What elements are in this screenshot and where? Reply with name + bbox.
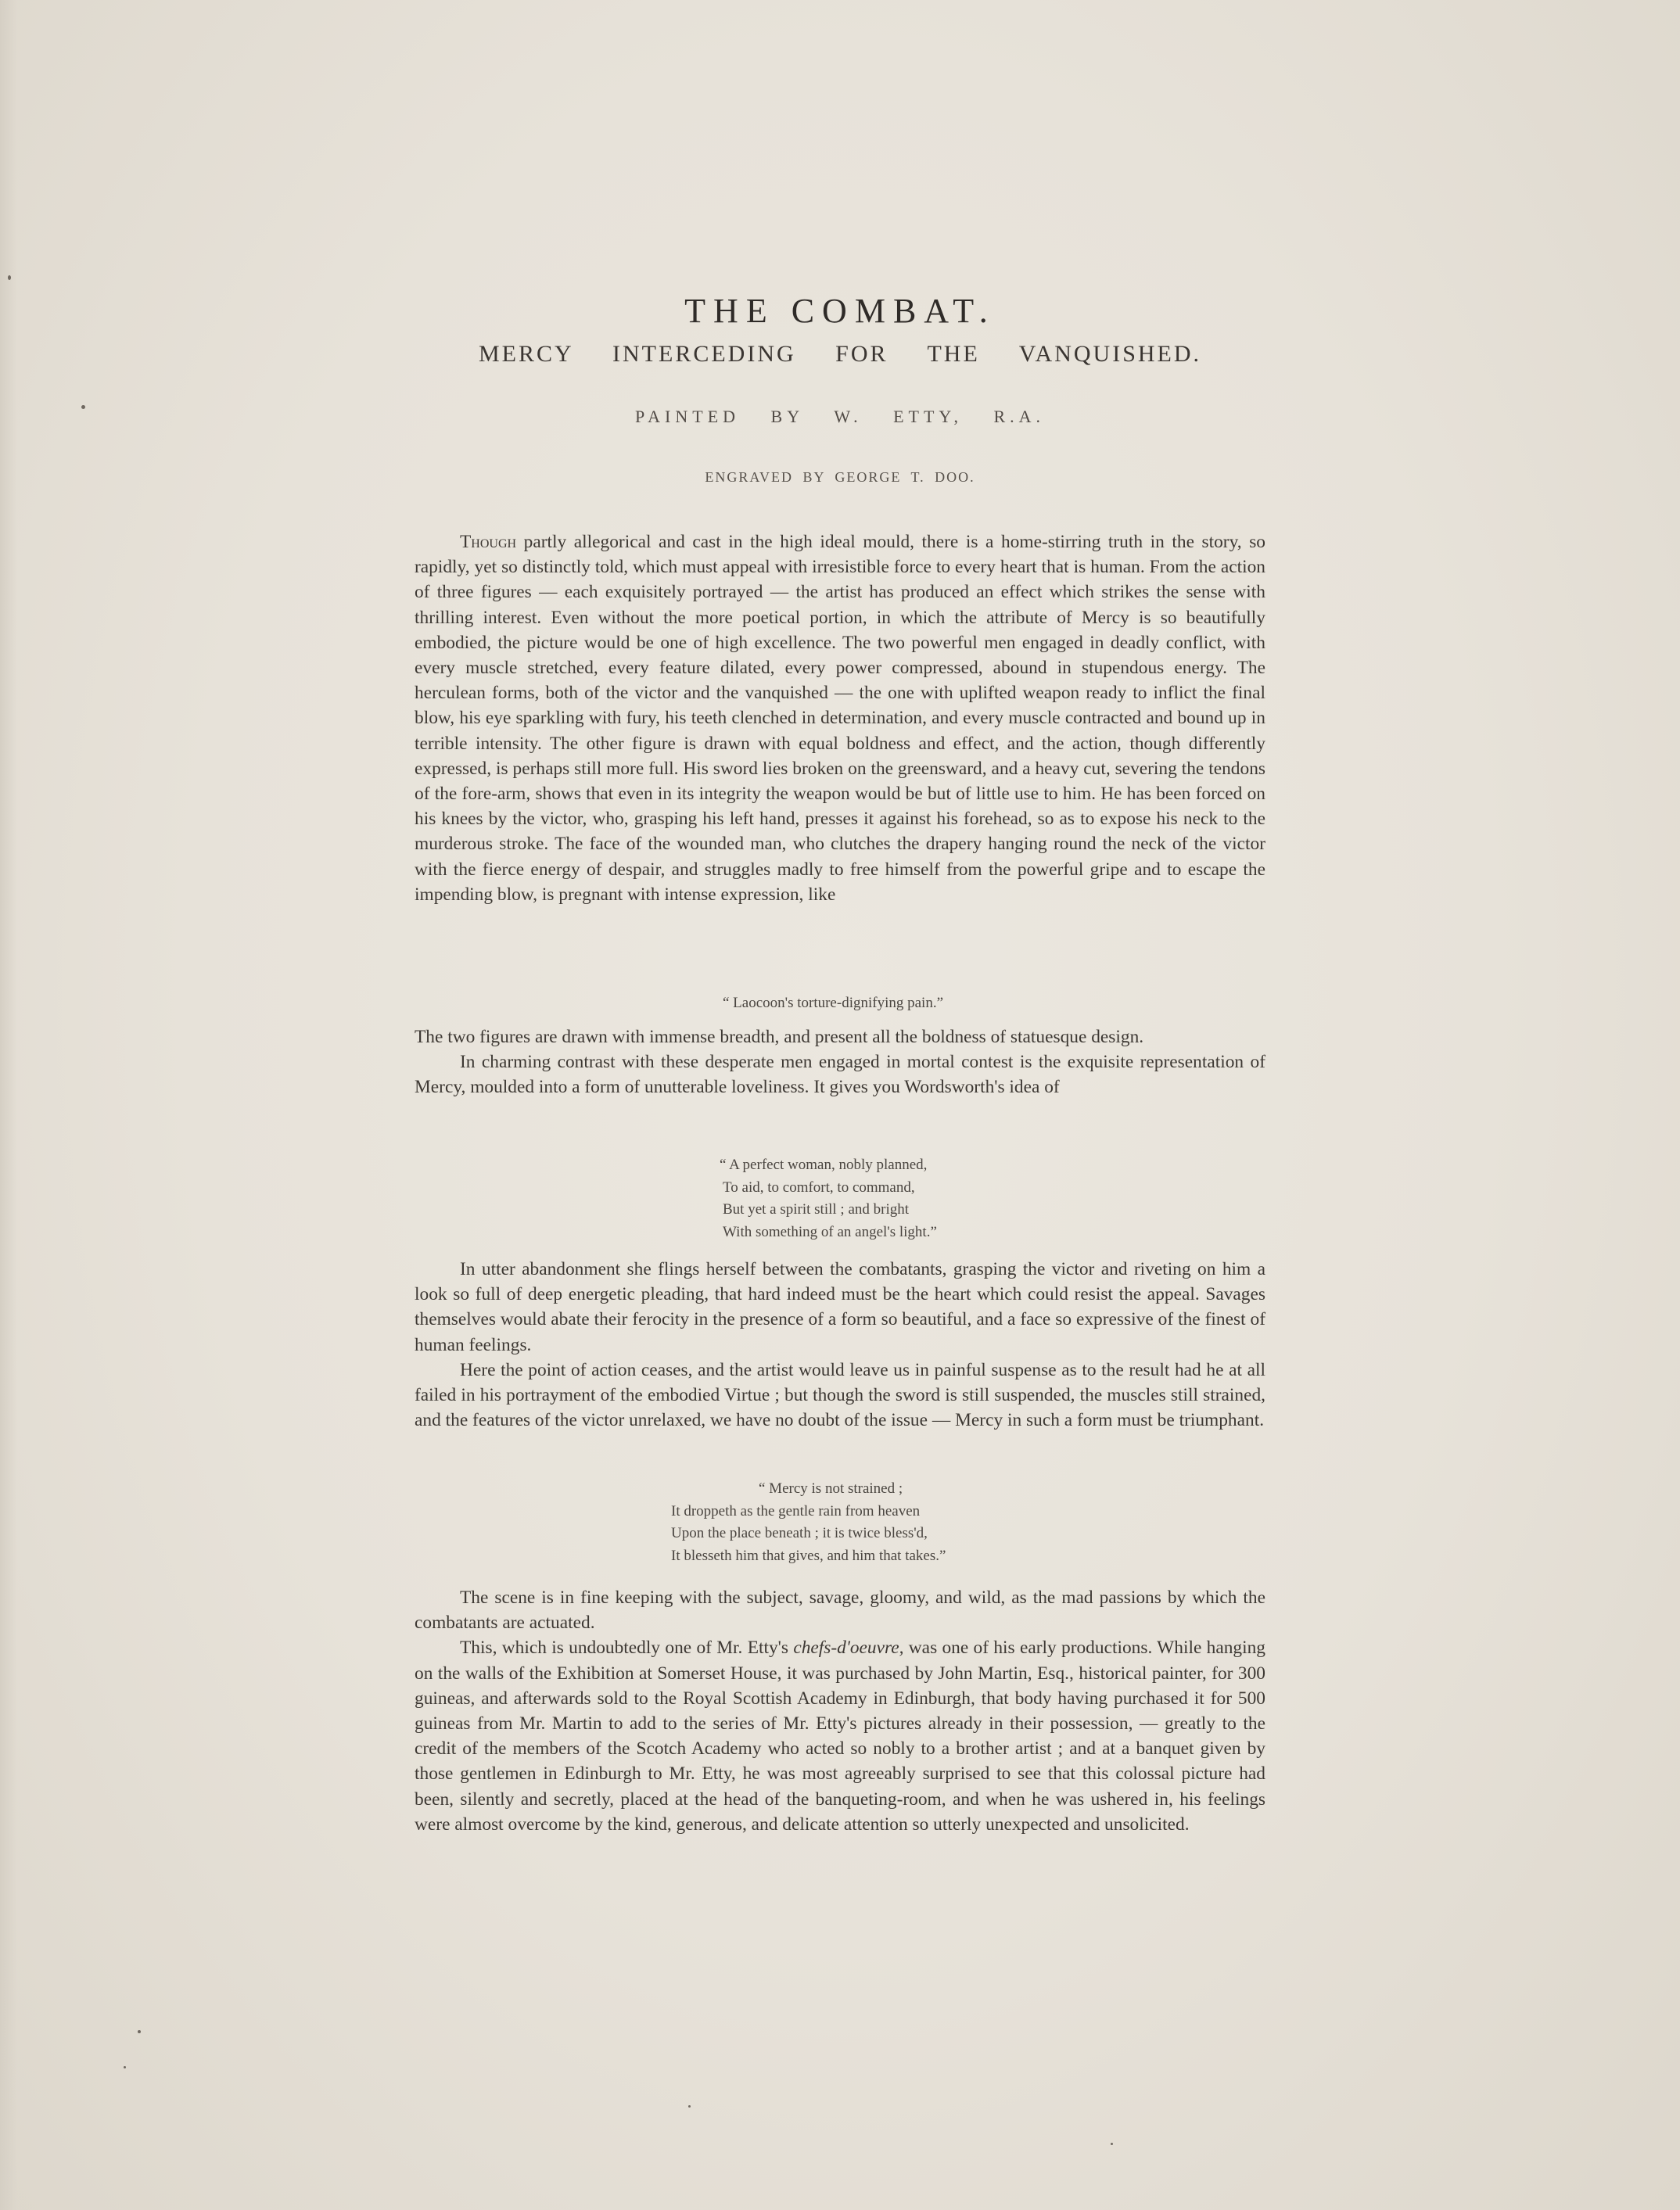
foxing-speck xyxy=(688,2105,691,2108)
foxing-speck xyxy=(124,2066,126,2068)
quote-wordsworth xyxy=(720,1154,937,1243)
verse-line: To aid, to comfort, to command, xyxy=(723,1179,915,1196)
verse-line: But yet a spirit still ; and bright xyxy=(723,1201,910,1218)
body-section-2 xyxy=(415,1024,1265,1100)
paragraph xyxy=(415,529,1265,907)
paragraph: In charming contrast with these desperate men engaged in mortal contest is the exquisite representation of Mercy, moulded into a form of unutterable loveliness. It gives you Wordsworth's idea of xyxy=(415,1052,1265,1098)
foxing-speck xyxy=(8,275,11,280)
page-subtitle: MERCY INTERCEDING FOR THE VANQUISHED. xyxy=(478,341,1202,367)
foxing-speck xyxy=(138,2030,141,2033)
verse-line: It blesseth him that gives, and him that takes.” xyxy=(671,1547,946,1564)
paragraph: The two figures are drawn with immense breadth, and present all the boldness of statuesque design. xyxy=(415,1027,1144,1047)
paragraph-text: was one of his early productions. While hanging on the walls of the Exhibition at Somerset House, it was purchased by John Martin, Esq., historical painter, for 300 guineas, and afterwards sold to the Royal Scottish Academy in Edinburgh, that body having purchased it for 500 guineas from Mr. Martin to add to the series of Mr. Etty's pictures already in their possession, — greatly to the credit of the members of the Scotch Academy who acted so nobly to a brother artist ; and at a banquet given by those gentlemen in Edinburgh to Mr. Etty, he was most agreeably surprised to see that this colossal picture had been, silently and secretly, placed at the head of the banqueting-room, and when he was ushered in, his feelings were almost overcome by the kind, generous, and delicate attention so utterly unexpected and unsolicited. xyxy=(415,1638,1265,1835)
engraver-credit: ENGRAVED BY GEORGE T. DOO. xyxy=(705,469,975,485)
verse-line: It droppeth as the gentle rain from heaven xyxy=(671,1502,921,1519)
verse-line: “ A perfect woman, nobly planned, xyxy=(720,1157,928,1173)
italic-phrase: chefs-d'oeuvre, xyxy=(793,1638,904,1659)
body-section-1 xyxy=(415,529,1265,907)
verse-line: “ Mercy is not strained ; xyxy=(759,1480,903,1497)
paragraph-text: partly allegorical and cast in the high ideal mould, there is a home-stirring truth in the story, so rapidly, yet so distinctly told, which must appeal with irresistible force to every heart that is human. From the action of three figures — each exquisitely portrayed — the artist has produced an effect which strikes the sense with thrilling interest. Even without the more poetical portion, in which the attribute of Mercy is so beautifully embodied, the picture would be one of high excellence. The two powerful men engaged in deadly conflict, with every muscle stretched, every feature dilated, every power compressed, abound in stupendous energy. The herculean forms, both of the victor and the vanquished — the one with uplifted weapon ready to inflict the final blow, his eye sparkling with fury, his teeth clenched in determination, and every muscle contracted and bound up in terrible intensity. The other figure is drawn with equal boldness and effect, and the action, though differently expressed, is perhaps still more full. His sword lies broken on the greensward, and a heavy cut, severing the tendons of the fore-arm, shows that even in its integrity the weapon would be but of little use to him. He has been forced on his knees by the victor, who, grasping his left hand, presses it against his forehead, so as to expose his neck to the murderous stroke. The face of the wounded man, who clutches the drapery hanging round the neck of the victor with the fierce energy of despair, and struggles madly to free himself from the powerful gripe and to escape the impending blow, is pregnant with intense expression, like xyxy=(415,532,1265,905)
quote-laocoon: “ Laocoon's torture-dignifying pain.” xyxy=(723,995,944,1011)
verse-line: Upon the place beneath ; it is twice bless'd, xyxy=(671,1525,928,1541)
foxing-speck xyxy=(81,405,85,409)
page-title: THE COMBAT. xyxy=(684,292,996,330)
paragraph-text: This, which is undoubtedly one of Mr. Etty's xyxy=(460,1638,794,1659)
sheet-left-edge xyxy=(0,0,17,2210)
paragraph: Here the point of action ceases, and the artist would leave us in painful suspense as to the result had he at all failed in his portrayment of the embodied Virtue ; but though the sword is still suspended, the muscles still strained, and the features of the victor unrelaxed, we have no doubt of the issue — Mercy in such a form must be triumphant. xyxy=(415,1359,1265,1431)
verse-line: With something of an angel's light.” xyxy=(723,1223,937,1240)
painter-credit: PAINTED BY W. ETTY, R.A. xyxy=(634,407,1046,426)
quote-shakespeare xyxy=(671,1478,946,1567)
foxing-speck xyxy=(1111,2143,1113,2145)
paragraph xyxy=(415,1635,1265,1837)
body-section-4 xyxy=(415,1585,1265,1837)
body-section-3 xyxy=(415,1257,1265,1433)
paragraph: The scene is in fine keeping with the subject, savage, gloomy, and wild, as the mad passions by which the combatants are actuated. xyxy=(415,1588,1265,1634)
paragraph: In utter abandonment she flings herself between the combatants, grasping the victor and riveting on him a look so full of deep energetic pleading, that hard indeed must be the heart which could resist the appeal. Savages themselves would abate their ferocity in the presence of a form so beautiful, and a face so expressive of the finest of human feelings. xyxy=(415,1259,1265,1355)
dropcap-word: Though xyxy=(460,532,517,552)
